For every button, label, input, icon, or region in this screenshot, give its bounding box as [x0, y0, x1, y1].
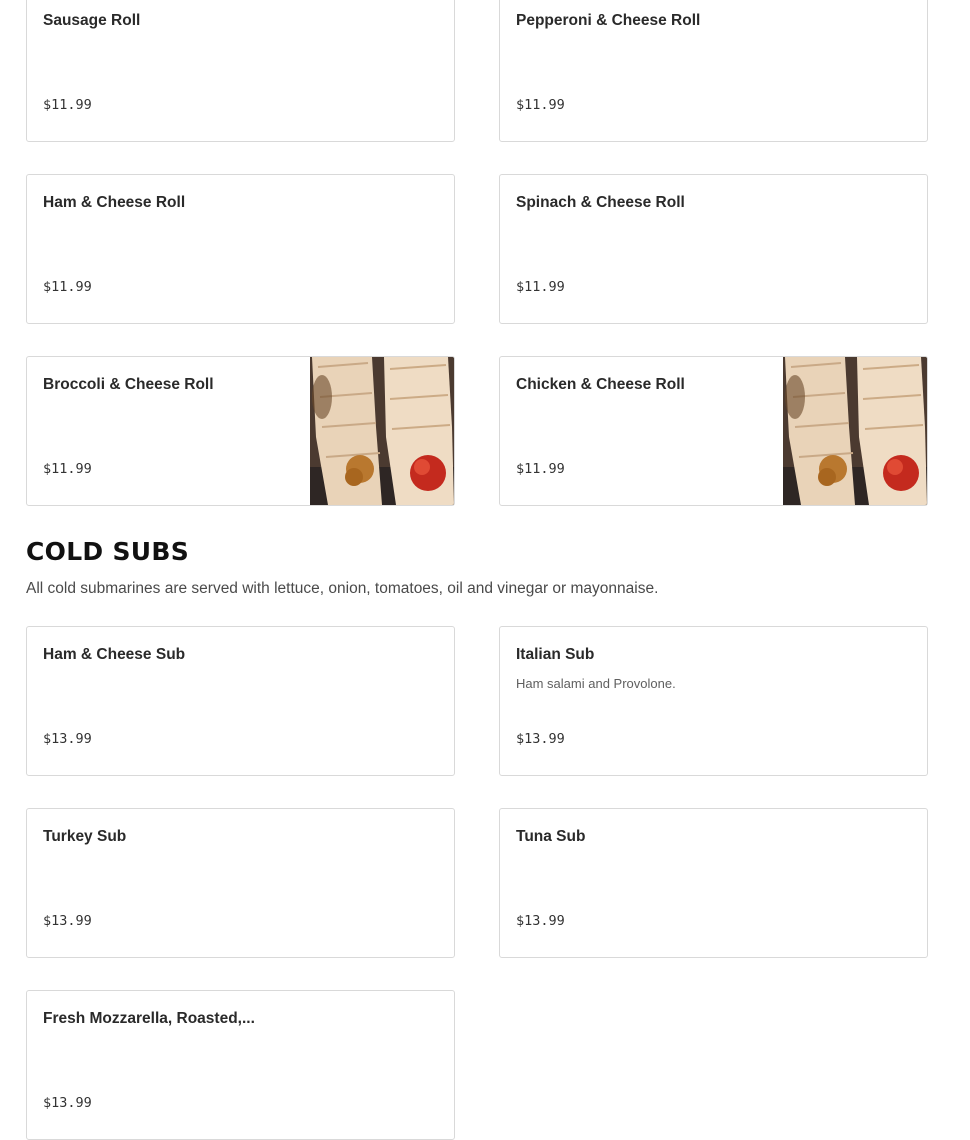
- menu-item-price: $13.99: [43, 731, 92, 747]
- menu-item-price: $11.99: [43, 461, 92, 477]
- menu-item-price: $13.99: [43, 1095, 92, 1111]
- stromboli-photo-icon: [783, 357, 927, 505]
- menu-item-price: $13.99: [43, 913, 92, 929]
- menu-item-name: Ham & Cheese Sub: [43, 646, 186, 663]
- menu-item-card[interactable]: [499, 0, 928, 142]
- menu-item-card[interactable]: [26, 626, 455, 776]
- menu-item-name: Tuna Sub: [516, 828, 586, 845]
- menu-item-name: Chicken & Cheese Roll: [516, 376, 685, 393]
- menu-item-name: Sausage Roll: [43, 12, 141, 29]
- menu-item-card[interactable]: [499, 808, 928, 958]
- menu-item-price: $11.99: [516, 97, 565, 113]
- section-description: All cold submarines are served with lettuce, onion, tomatoes, oil and vinegar or mayonnaise.: [26, 580, 659, 597]
- menu-item-description: Ham salami and Provolone.: [516, 676, 676, 691]
- menu-item-card[interactable]: [26, 990, 455, 1140]
- menu-item-name: Turkey Sub: [43, 828, 127, 845]
- menu-item-price: $11.99: [516, 279, 565, 295]
- menu-item-card[interactable]: [499, 356, 928, 506]
- menu-item-card[interactable]: [499, 174, 928, 324]
- menu-item-card[interactable]: [499, 626, 928, 776]
- menu-item-price: $13.99: [516, 731, 565, 747]
- menu-item-card[interactable]: [26, 808, 455, 958]
- menu-item-name: Fresh Mozzarella, Roasted,...: [43, 1010, 255, 1027]
- menu-item-name: Broccoli & Cheese Roll: [43, 376, 214, 393]
- menu-item-card[interactable]: [26, 174, 455, 324]
- section-title-cold-subs: COLD SUBS: [26, 537, 190, 566]
- menu-item-price: $11.99: [516, 461, 565, 477]
- menu-item-photo: [310, 357, 454, 505]
- stromboli-photo-icon: [310, 357, 454, 505]
- menu-item-card[interactable]: [26, 356, 455, 506]
- menu-item-name: Ham & Cheese Roll: [43, 194, 186, 211]
- menu-item-name: Spinach & Cheese Roll: [516, 194, 685, 211]
- menu-item-card[interactable]: [26, 0, 455, 142]
- menu-item-price: $11.99: [43, 279, 92, 295]
- menu-item-photo: [783, 357, 927, 505]
- menu-item-price: $13.99: [516, 913, 565, 929]
- menu-item-name: Pepperoni & Cheese Roll: [516, 12, 701, 29]
- menu-item-price: $11.99: [43, 97, 92, 113]
- menu-item-name: Italian Sub: [516, 646, 595, 663]
